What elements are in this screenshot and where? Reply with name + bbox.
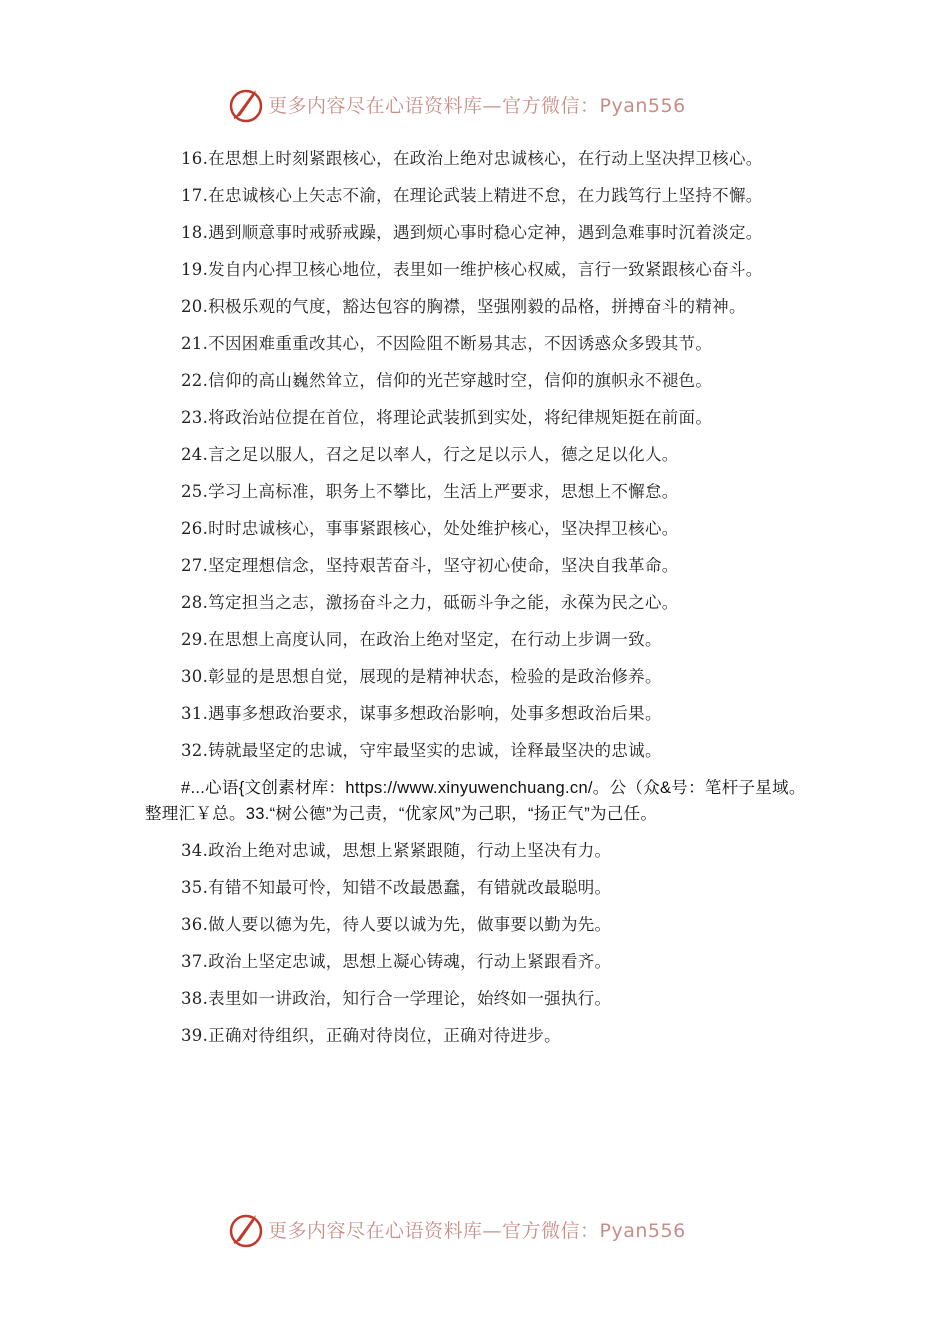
document-body xyxy=(145,146,815,1060)
paragraph: 21.不因困难重重改其心，不因险阻不断易其志，不因诱惑众多毁其节。 xyxy=(181,334,713,353)
banner-wechat-id: Pyan556 xyxy=(599,94,686,117)
note-paragraph: #...心语{文创素材库：https://www.xinyuwenchuang.cn/。公（众&号：笔杆子星域。整理汇￥总。33.“树公德”为己责，“优家风”为己职，“扬正气”为己任。 xyxy=(145,779,806,823)
banner-text xyxy=(268,91,686,118)
paragraph: 31.遇事多想政治要求，谋事多想政治影响，处事多想政治后果。 xyxy=(181,704,662,723)
footer-banner xyxy=(226,1207,686,1251)
quill-pen-logo-icon xyxy=(226,84,266,124)
paragraph: 17.在忠诚核心上矢志不渝，在理论武装上精进不怠，在力践笃行上坚持不懈。 xyxy=(181,186,763,205)
quill-pen-logo-icon xyxy=(226,1209,266,1249)
paragraph: 23.将政治站位提在首位，将理论武装抓到实处，将纪律规矩挺在前面。 xyxy=(181,408,713,427)
paragraph: 28.笃定担当之志，激扬奋斗之力，砥砺斗争之能，永葆为民之心。 xyxy=(181,593,679,612)
paragraph: 32.铸就最坚定的忠诚，守牢最坚实的忠诚，诠释最坚决的忠诚。 xyxy=(181,741,662,760)
paragraph: 19.发自内心捍卫核心地位，表里如一维护核心权威，言行一致紧跟核心奋斗。 xyxy=(181,260,763,279)
paragraph: 26.时时忠诚核心，事事紧跟核心，处处维护核心，坚决捍卫核心。 xyxy=(181,519,679,538)
banner-wechat-id: Pyan556 xyxy=(599,1219,686,1242)
paragraph: 37.政治上坚定忠诚，思想上凝心铸魂，行动上紧跟看齐。 xyxy=(181,952,612,971)
paragraph: 36.做人要以德为先，待人要以诚为先，做事要以勤为先。 xyxy=(181,915,612,934)
paragraph: 30.彰显的是思想自觉，展现的是精神状态，检验的是政治修养。 xyxy=(181,667,662,686)
paragraph: 22.信仰的高山巍然耸立，信仰的光芒穿越时空，信仰的旗帜永不褪色。 xyxy=(181,371,713,390)
banner-text-cn: 更多内容尽在心语资料库—官方微信： xyxy=(268,94,600,117)
paragraph: 39.正确对待组织，正确对待岗位，正确对待进步。 xyxy=(181,1026,561,1045)
header-banner xyxy=(226,82,686,126)
paragraph: 25.学习上高标准，职务上不攀比，生活上严要求，思想上不懈怠。 xyxy=(181,482,679,501)
paragraph: 18.遇到顺意事时戒骄戒躁，遇到烦心事时稳心定神，遇到急难事时沉着淡定。 xyxy=(181,223,763,242)
paragraph: 20.积极乐观的气度，豁达包容的胸襟，坚强刚毅的品格，拼搏奋斗的精神。 xyxy=(181,297,746,316)
paragraph: 29.在思想上高度认同，在政治上绝对坚定，在行动上步调一致。 xyxy=(181,630,662,649)
paragraph: 16.在思想上时刻紧跟核心，在政治上绝对忠诚核心，在行动上坚决捍卫核心。 xyxy=(181,149,763,168)
paragraph: 38.表里如一讲政治，知行合一学理论，始终如一强执行。 xyxy=(181,989,612,1008)
banner-text-cn: 更多内容尽在心语资料库—官方微信： xyxy=(268,1219,600,1242)
banner-text xyxy=(268,1216,686,1243)
paragraph: 27.坚定理想信念，坚持艰苦奋斗，坚守初心使命，坚决自我革命。 xyxy=(181,556,679,575)
paragraph: 35.有错不知最可怜，知错不改最愚蠢，有错就改最聪明。 xyxy=(181,878,612,897)
paragraph: 34.政治上绝对忠诚，思想上紧紧跟随，行动上坚决有力。 xyxy=(181,841,612,860)
paragraph: 24.言之足以服人，召之足以率人，行之足以示人，德之足以化人。 xyxy=(181,445,679,464)
